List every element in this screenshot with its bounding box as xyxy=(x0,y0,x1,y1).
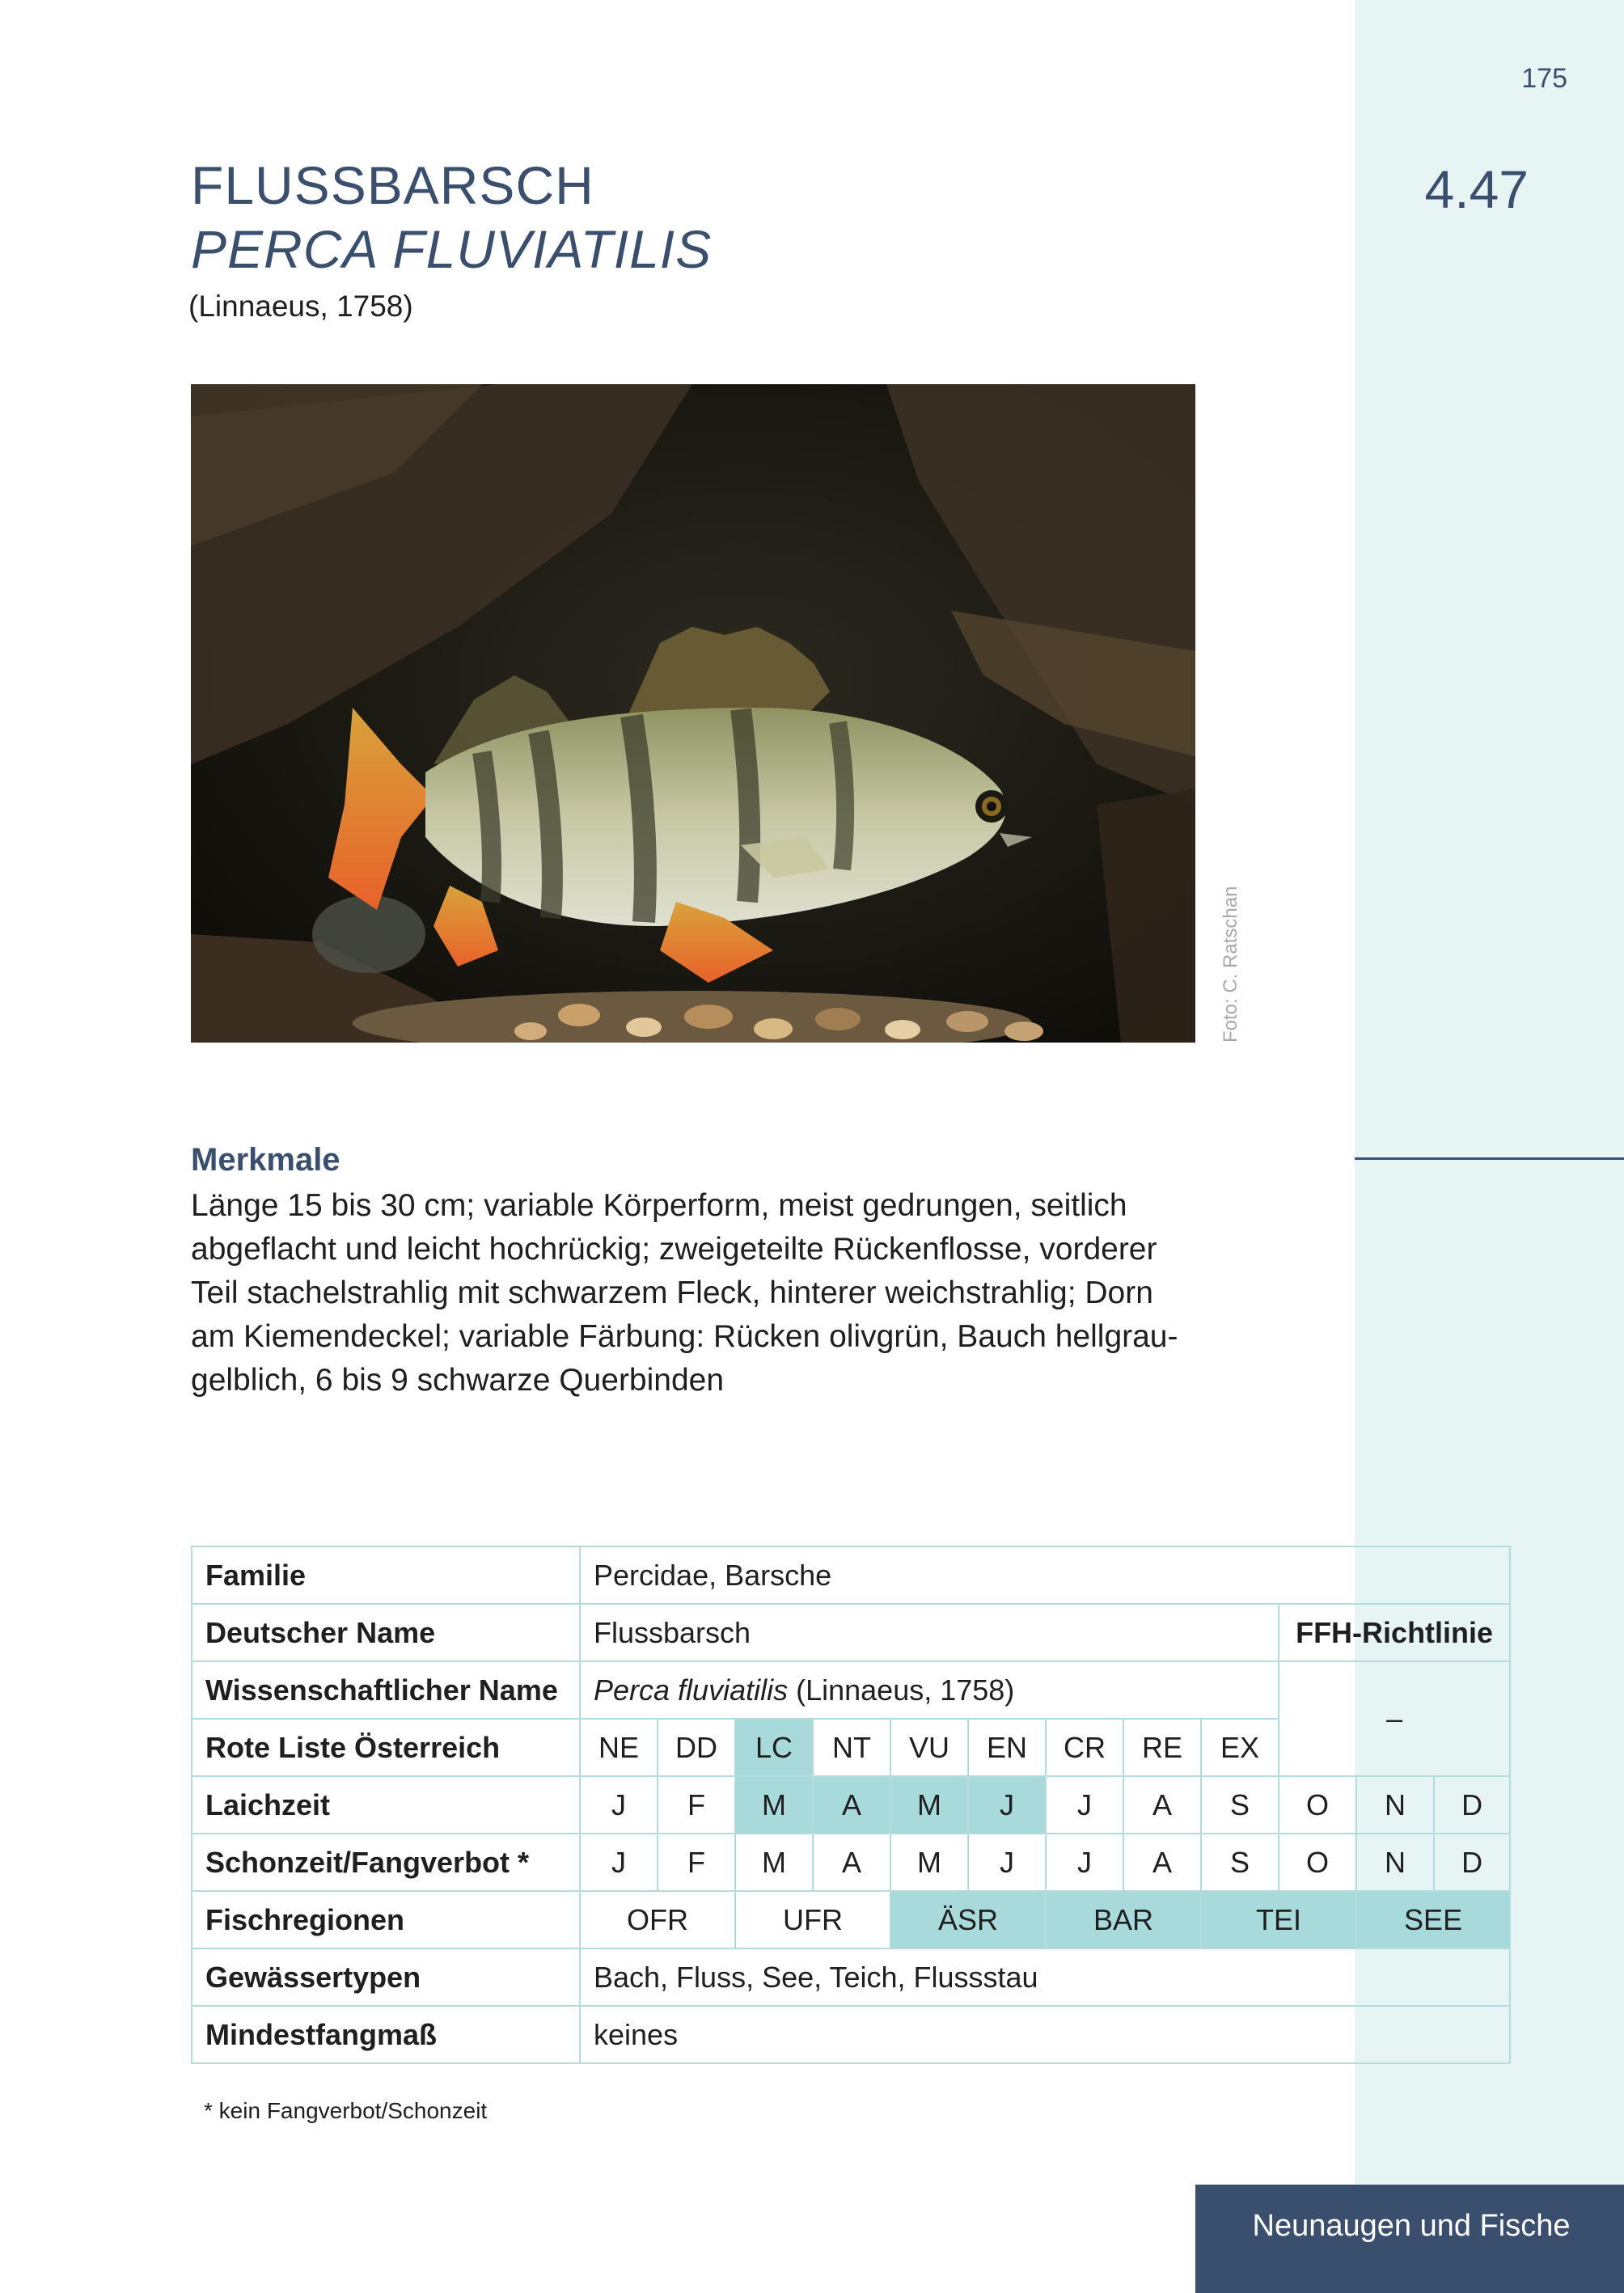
laichzeit-month-highlighted: M xyxy=(735,1776,813,1834)
author-citation: (Linnaeus, 1758) xyxy=(188,290,413,323)
value-scientific-author: (Linnaeus, 1758) xyxy=(788,1673,1015,1707)
rote-liste-cell-highlighted: LC xyxy=(735,1719,813,1776)
label-ffh-richtlinie: FFH-Richtlinie xyxy=(1279,1604,1510,1661)
value-ffh-richtlinie: – xyxy=(1279,1661,1510,1776)
row-wissenschaftlicher-name xyxy=(192,1661,1510,1719)
label-fischregionen: Fischregionen xyxy=(192,1891,580,1948)
label-wissenschaftlicher-name: Wissenschaftlicher Name xyxy=(192,1661,580,1719)
row-gewaessertypen xyxy=(192,1948,1510,2006)
row-familie xyxy=(192,1546,1510,1604)
value-deutscher-name: Flussbarsch xyxy=(580,1604,1279,1661)
fischregion-cell-highlighted: SEE xyxy=(1356,1891,1510,1948)
label-rote-liste: Rote Liste Österreich xyxy=(192,1719,580,1776)
schonzeit-month: D xyxy=(1434,1834,1510,1891)
table-footnote: * kein Fangverbot/Schonzeit xyxy=(204,2098,488,2123)
sidebar-divider xyxy=(1355,1157,1624,1160)
laichzeit-month: N xyxy=(1356,1776,1434,1834)
label-familie: Familie xyxy=(192,1546,580,1604)
laichzeit-month-highlighted: A xyxy=(813,1776,890,1834)
fischregion-cell-highlighted: BAR xyxy=(1046,1891,1201,1948)
rote-liste-cell: NE xyxy=(580,1719,658,1776)
rote-liste-cell: VU xyxy=(890,1719,968,1776)
scientific-name: PERCA FLUVIATILIS xyxy=(191,219,713,279)
schonzeit-month: A xyxy=(1123,1834,1201,1891)
schonzeit-month: J xyxy=(1046,1834,1123,1891)
laichzeit-month-highlighted: M xyxy=(890,1776,968,1834)
schonzeit-month: M xyxy=(890,1834,968,1891)
label-gewaessertypen: Gewässertypen xyxy=(192,1948,580,2006)
fischregion-cell: OFR xyxy=(580,1891,735,1948)
laichzeit-month: D xyxy=(1434,1776,1510,1834)
label-mindestfangmass: Mindestfangmaß xyxy=(192,2006,580,2063)
row-fischregionen xyxy=(192,1891,1510,1948)
value-scientific-italic: Perca fluviatilis xyxy=(594,1673,789,1707)
merkmale-text: Länge 15 bis 30 cm; variable Körperform, meist gedrungen, seitlich abgeflacht und leicht hochrückig; zweigeteilte Rückenflosse, vorderer Teil stachelstrahlig mit schwarzem Fleck, hinterer weichstrahlig; Dorn am Kiemendeckel; variable Färbung: Rücken olivgrün, Bauch hellgrau- gelblich, 6 bis 9 schwarze Querbinden xyxy=(191,1188,1178,1398)
rote-liste-cell: DD xyxy=(658,1719,735,1776)
laichzeit-month: A xyxy=(1123,1776,1201,1834)
schonzeit-month: O xyxy=(1279,1834,1356,1891)
species-title: FLUSSBARSCH xyxy=(191,155,594,215)
schonzeit-month: J xyxy=(580,1834,658,1891)
merkmale-heading: Merkmale xyxy=(191,1142,340,1178)
rote-liste-cell: NT xyxy=(813,1719,890,1776)
schonzeit-month: M xyxy=(735,1834,813,1891)
laichzeit-month-highlighted: J xyxy=(968,1776,1046,1834)
rote-liste-cell: RE xyxy=(1123,1719,1201,1776)
laichzeit-month: J xyxy=(580,1776,658,1834)
schonzeit-month: F xyxy=(658,1834,735,1891)
laichzeit-month: O xyxy=(1279,1776,1356,1834)
row-mindestfangmass xyxy=(192,2006,1510,2063)
row-schonzeit xyxy=(192,1834,1510,1891)
schonzeit-month: J xyxy=(968,1834,1046,1891)
schonzeit-month: A xyxy=(813,1834,890,1891)
row-deutscher-name xyxy=(192,1604,1510,1661)
page-number: 175 xyxy=(1521,63,1567,94)
fish-photo xyxy=(191,384,1195,1043)
chapter-title: Neunaugen und Fische xyxy=(1252,2209,1571,2243)
value-familie: Percidae, Barsche xyxy=(580,1546,1510,1604)
schonzeit-month: S xyxy=(1201,1834,1279,1891)
species-facts-table xyxy=(191,1546,1511,2064)
rote-liste-cell: EN xyxy=(968,1719,1046,1776)
value-gewaessertypen: Bach, Fluss, See, Teich, Flussstau xyxy=(580,1948,1510,2006)
fischregion-cell-highlighted: TEI xyxy=(1201,1891,1356,1948)
laichzeit-month: J xyxy=(1046,1776,1123,1834)
rote-liste-cell: EX xyxy=(1201,1719,1279,1776)
value-wissenschaftlicher-name xyxy=(580,1661,1279,1719)
laichzeit-month: F xyxy=(658,1776,735,1834)
photo-credit: Foto: C. Ratschan xyxy=(1220,886,1241,1043)
schonzeit-month: N xyxy=(1356,1834,1434,1891)
row-laichzeit xyxy=(192,1776,1510,1834)
label-schonzeit: Schonzeit/Fangverbot * xyxy=(192,1834,580,1891)
rote-liste-cell: CR xyxy=(1046,1719,1123,1776)
laichzeit-month: S xyxy=(1201,1776,1279,1834)
label-laichzeit: Laichzeit xyxy=(192,1776,580,1834)
label-deutscher-name: Deutscher Name xyxy=(192,1604,580,1661)
fischregion-cell: UFR xyxy=(735,1891,890,1948)
fischregion-cell-highlighted: ÄSR xyxy=(890,1891,1046,1948)
value-mindestfangmass: keines xyxy=(580,2006,1510,2063)
section-number: 4.47 xyxy=(1424,159,1529,219)
